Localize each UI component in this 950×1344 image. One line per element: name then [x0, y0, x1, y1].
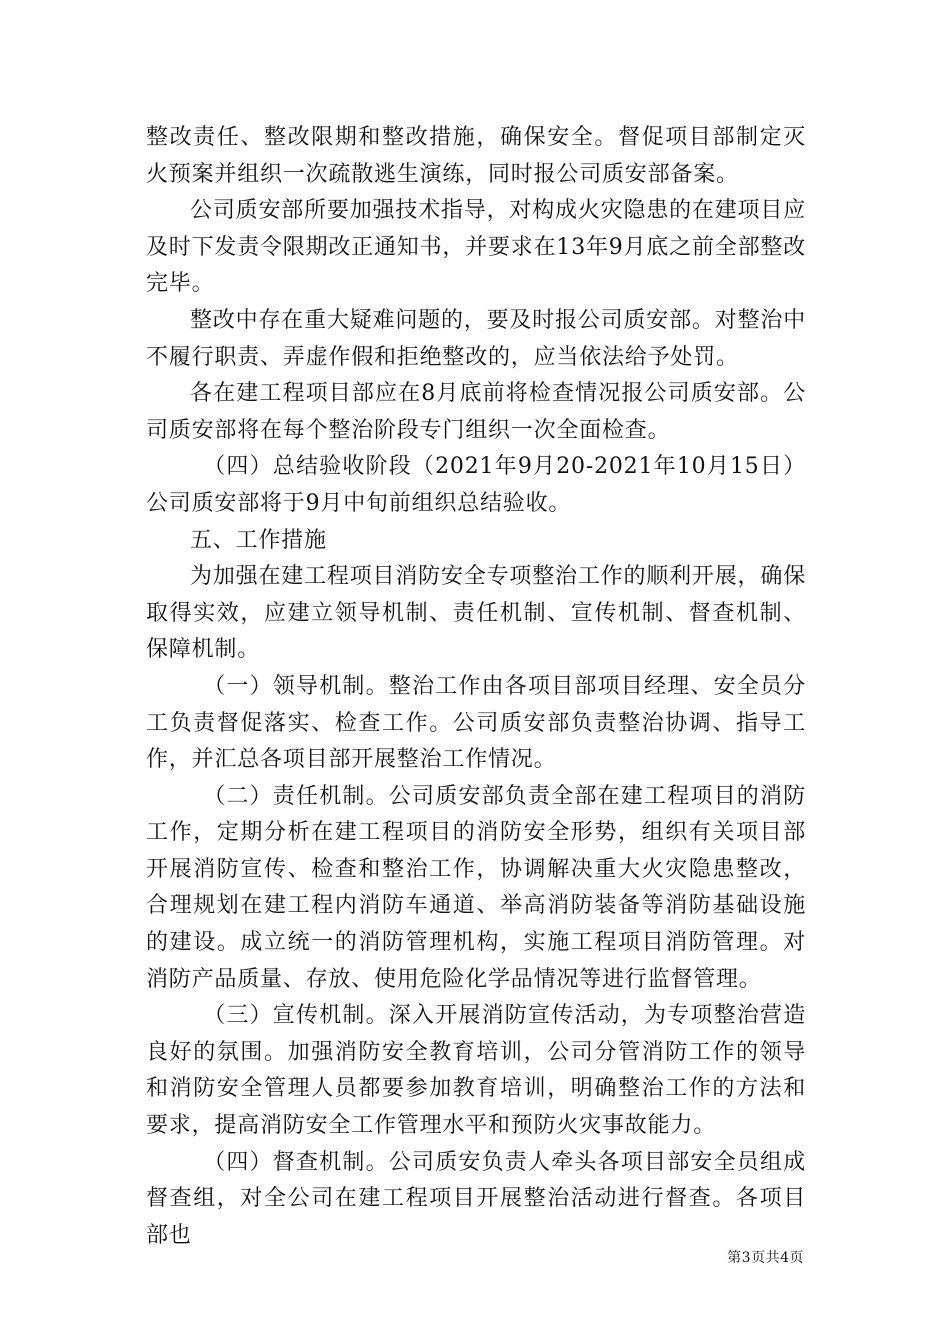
paragraph-major-issues: 整改中存在重大疑难问题的，要及时报公司质安部。对整治中不履行职责、弄虚作假和拒绝整改的，应当依法给予处罚。: [146, 307, 806, 370]
paragraph-supervision-mechanism: （四）督查机制。公司质安负责人牵头各项目部安全员组成督查组，对全公司在建工程项目开展整治活动进行督查。各项目部也: [146, 1149, 806, 1248]
section-heading-work-measures: 五、工作措施: [190, 527, 327, 553]
paragraph-responsibility-mechanism: （二）责任机制。公司质安部负责全部在建工程项目的消防工作，定期分析在建工程项目的消防安全形势，组织有关项目部开展消防宣传、检查和整治工作，协调解决重大火灾隐患整改，合理规划在建工程内消防车通道、举高消防装备等消防基础设施的建设。成立统一的消防管理机构，实施工程项目消防管理。对消防产品质量、存放、使用危险化学品情况等进行监督管理。: [146, 783, 806, 992]
paragraph-technical-guidance: 公司质安部所要加强技术指导，对构成火灾隐患的在建项目应及时下发责令限期改正通知书，并要求在13年9月底之前全部整改完毕。: [146, 198, 806, 297]
paragraph-continuation: 整改责任、整改限期和整改措施，确保安全。督促项目部制定灭火预案并组织一次疏散逃生演练，同时报公司质安部备案。: [146, 125, 806, 187]
page-number: 第3页共4页: [727, 1250, 804, 1266]
paragraph-mechanisms-intro: 为加强在建工程项目消防安全专项整治工作的顺利开展，确保取得实效，应建立领导机制、责任机制、宣传机制、督查机制、保障机制。: [146, 564, 806, 663]
document-body: [146, 120, 806, 1254]
paragraph-leadership-mechanism: （一）领导机制。整治工作由各项目部项目经理、安全员分工负责督促落实、检查工作。公司质安部负责整治协调、指导工作，并汇总各项目部开展整治工作情况。: [146, 673, 806, 773]
paragraph-summary-stage: （四）总结验收阶段（2021年9月20-2021年10月15日）公司质安部将于9月中旬前组织总结验收。: [146, 454, 806, 516]
paragraph-inspection-report: 各在建工程项目部应在8月底前将检查情况报公司质安部。公司质安部将在每个整治阶段专门组织一次全面检查。: [146, 381, 806, 443]
paragraph-publicity-mechanism: （三）宣传机制。深入开展消防宣传活动，为专项整治营造良好的氛围。加强消防安全教育培训，公司分管消防工作的领导和消防安全管理人员都要参加教育培训，明确整治工作的方法和要求，提高消防安全工作管理水平和预防火灾事故能力。: [146, 1003, 806, 1139]
